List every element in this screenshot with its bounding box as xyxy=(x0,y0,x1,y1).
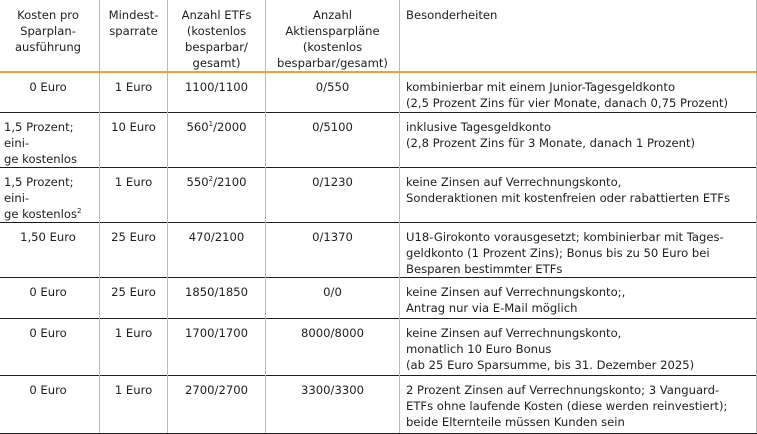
cell-etfs: 1700/1700 xyxy=(168,318,266,375)
cell-kosten: 1,5 Prozent; eini- ge kostenlos xyxy=(0,112,100,167)
cell-kosten: 0 Euro xyxy=(0,375,100,433)
cell-aktien: 0/1230 xyxy=(266,167,400,222)
cell-mindest: 25 Euro xyxy=(100,222,168,277)
header-besonderheiten: Besonderheiten xyxy=(400,0,757,72)
cell-aktien: 0/1370 xyxy=(266,222,400,277)
cell-aktien: 3300/3300 xyxy=(266,375,400,433)
table-row xyxy=(0,277,757,318)
cell-aktien: 0/5100 xyxy=(266,112,400,167)
cell-mindest: 10 Euro xyxy=(100,112,168,167)
cell-mindest: 1 Euro xyxy=(100,318,168,375)
cell-besonderheiten: 2 Prozent Zinsen auf Verrechnungskonto; 3 Vanguard- ETFs ohne laufende Kosten (diese werden reinvestiert); beide Elternteile müssen Kunden sein xyxy=(400,375,757,433)
cell-etfs: $550^2/2100$ xyxy=(168,167,266,222)
cell-mindest: 1 Euro xyxy=(100,375,168,433)
cell-besonderheiten: keine Zinsen auf Verrechnungskonto, Sonderaktionen mit kostenfreien oder rabattierten ETFs xyxy=(400,167,757,222)
cell-aktien: 8000/8000 xyxy=(266,318,400,375)
table-row xyxy=(0,318,757,375)
cell-kosten: 0 Euro xyxy=(0,72,100,112)
header-aktiensparplaene: Anzahl Aktiensparpläne (kostenlos besparbar/gesamt) xyxy=(266,0,400,72)
cell-kosten: 1,5 Prozent; eini- ge kostenlos$^2$ xyxy=(0,167,100,222)
cell-besonderheiten: inklusive Tagesgeldkonto (2,8 Prozent Zins für 3 Monate, danach 1 Prozent) xyxy=(400,112,757,167)
cell-besonderheiten: keine Zinsen auf Verrechnungskonto, monatlich 10 Euro Bonus (ab 25 Euro Sparsumme, bis 31. Dezember 2025) xyxy=(400,318,757,375)
cell-etfs: $560^1/2000$ xyxy=(168,112,266,167)
cell-mindest: 1 Euro xyxy=(100,167,168,222)
table-row xyxy=(0,72,757,112)
header-kosten: Kosten pro Sparplan- ausführung xyxy=(0,0,100,72)
cell-etfs: 1100/1100 xyxy=(168,72,266,112)
cell-besonderheiten: kombinierbar mit einem Junior-Tagesgeldkonto (2,5 Prozent Zins für vier Monate, danach 0,75 Prozent) xyxy=(400,72,757,112)
cell-besonderheiten: keine Zinsen auf Verrechnungskonto;, Antrag nur via E-Mail möglich xyxy=(400,277,757,318)
cell-aktien: 0/550 xyxy=(266,72,400,112)
table-row xyxy=(0,167,757,222)
cell-etfs: 2700/2700 xyxy=(168,375,266,433)
table-row xyxy=(0,375,757,433)
cell-kosten: 1,50 Euro xyxy=(0,222,100,277)
header-mindestsparrate: Mindest- sparrate xyxy=(100,0,168,72)
cell-kosten: 0 Euro xyxy=(0,277,100,318)
table-row xyxy=(0,112,757,167)
cell-etfs: 470/2100 xyxy=(168,222,266,277)
table-row xyxy=(0,222,757,277)
table-header xyxy=(0,0,757,72)
cell-aktien: 0/0 xyxy=(266,277,400,318)
cell-mindest: 1 Euro xyxy=(100,72,168,112)
cell-etfs: 1850/1850 xyxy=(168,277,266,318)
cell-besonderheiten: U18-Girokonto vorausgesetzt; kombinierbar mit Tages- geldkonto (1 Prozent Zins); Bonus bis zu 50 Euro bei Besparen bestimmter ETFs xyxy=(400,222,757,277)
header-anzahl-etfs: Anzahl ETFs (kostenlos besparbar/ gesamt) xyxy=(168,0,266,72)
cell-kosten: 0 Euro xyxy=(0,318,100,375)
cell-mindest: 25 Euro xyxy=(100,277,168,318)
